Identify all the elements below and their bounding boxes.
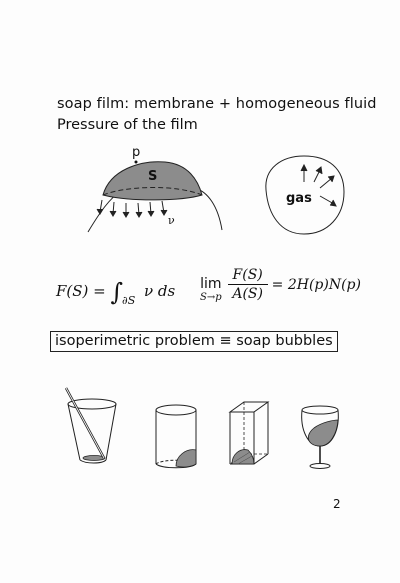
containers-figure bbox=[58, 384, 358, 474]
cylinder-container bbox=[156, 405, 196, 468]
gas-bubble-figure bbox=[256, 150, 352, 242]
cylinder-bubble bbox=[176, 450, 196, 467]
fraction-bar bbox=[228, 284, 268, 285]
flux-formula bbox=[56, 278, 175, 306]
box-container bbox=[230, 402, 268, 464]
soap-film-heading: soap film: membrane + homogeneous fluid bbox=[57, 96, 377, 112]
normal-arrows bbox=[97, 200, 167, 217]
point-p-marker bbox=[135, 161, 138, 164]
lim-word: lim bbox=[200, 276, 222, 292]
glass-with-straw bbox=[66, 388, 116, 463]
wine-glass-bubble bbox=[308, 420, 338, 446]
flux-lhs: F(S) = bbox=[56, 282, 106, 300]
limit-formula bbox=[200, 266, 361, 303]
film-figure bbox=[70, 140, 240, 250]
label-gas: gas bbox=[286, 191, 312, 206]
wine-glass bbox=[302, 406, 339, 469]
label-s: S bbox=[148, 169, 158, 184]
fraction-numerator: F(S) bbox=[232, 267, 263, 283]
fraction-denominator: A(S) bbox=[232, 286, 263, 302]
integral-subscript: ∂S bbox=[122, 294, 136, 307]
label-nu: ν bbox=[168, 214, 175, 227]
integral-sign: ∫ bbox=[110, 278, 124, 306]
lim-under: S→p bbox=[200, 292, 222, 303]
label-p: p bbox=[132, 145, 141, 160]
page-number: 2 bbox=[333, 497, 341, 511]
isoperimetric-box: isoperimetric problem ≡ soap bubbles bbox=[50, 331, 338, 352]
pressure-heading: Pressure of the film bbox=[57, 117, 198, 133]
integrand: ν ds bbox=[144, 282, 176, 300]
limit-rhs: = 2H(p)N(p) bbox=[271, 276, 361, 293]
